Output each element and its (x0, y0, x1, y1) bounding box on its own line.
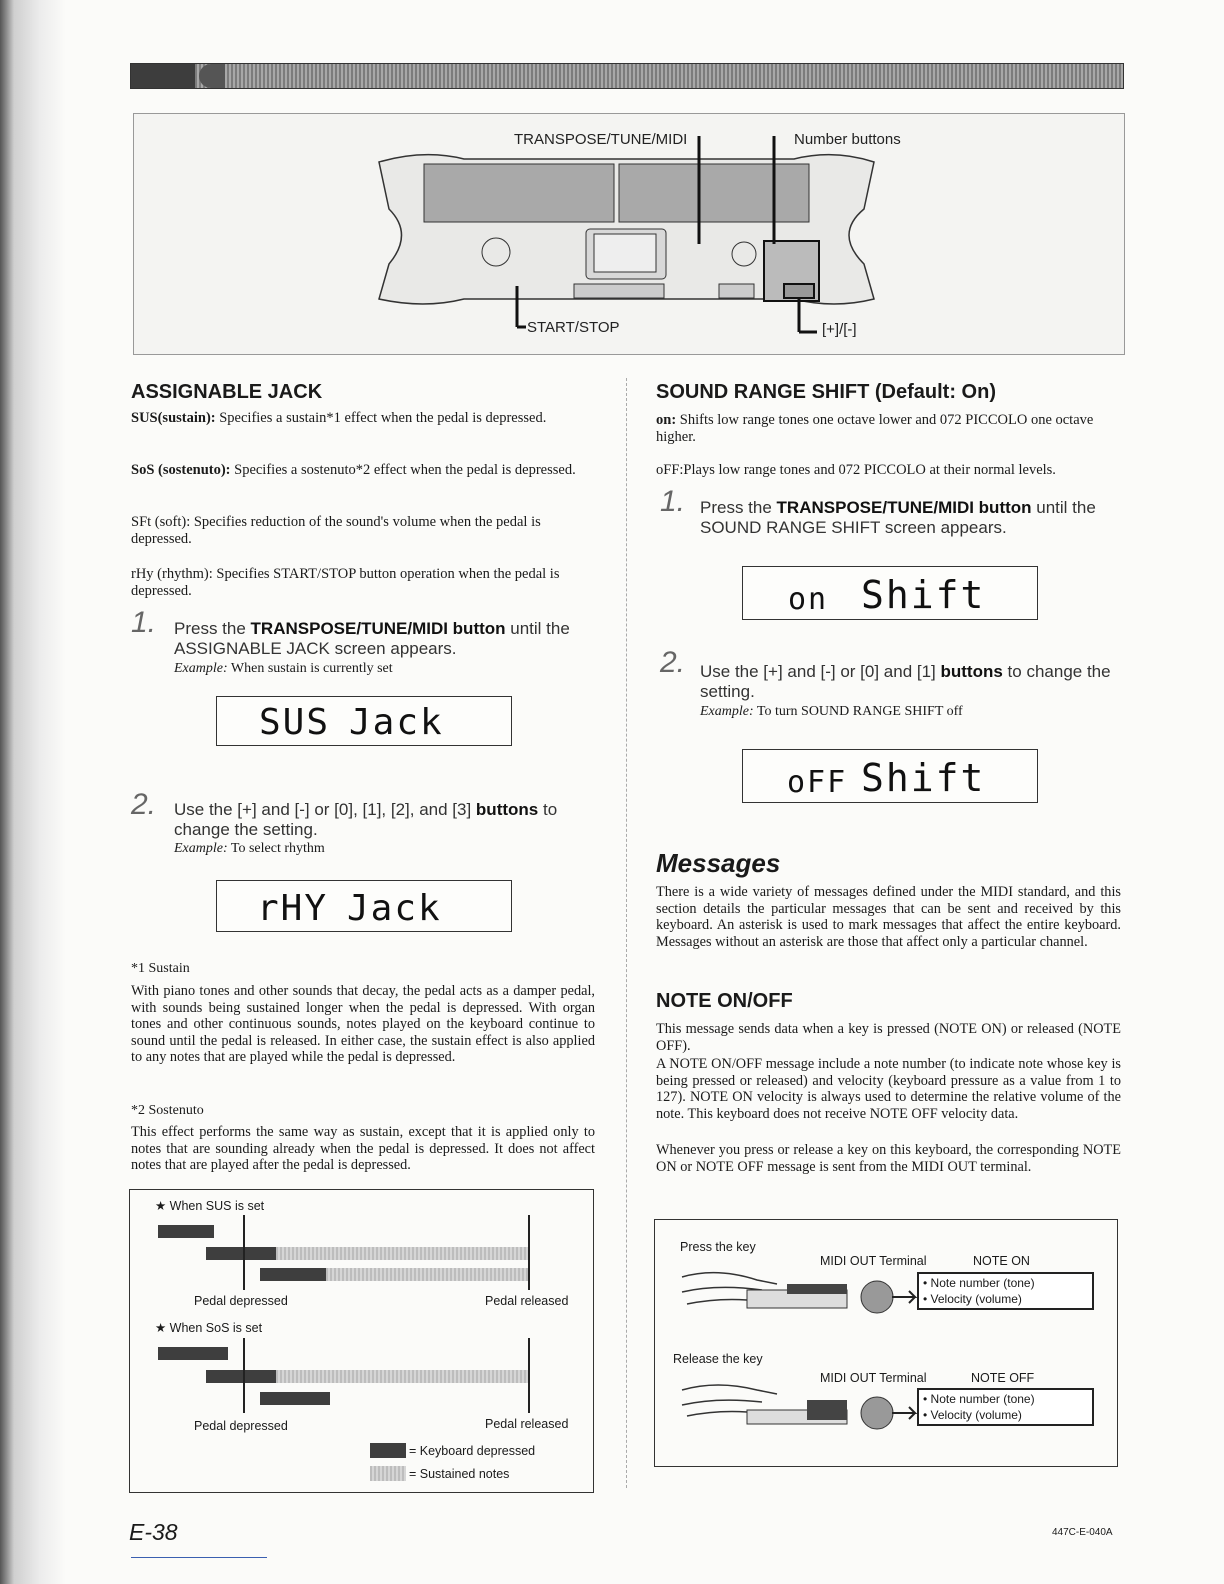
def-soft: SFt (soft): Specifies reduction of the sound's volume when the pedal is depressed. (131, 514, 541, 547)
sus-sustain3-bar (326, 1268, 528, 1281)
footnote2-title: *2 Sostenuto (131, 1103, 204, 1118)
sus-pedal-down-line (243, 1215, 245, 1290)
aj-step2-text: Use the [+] and [-] or [0], [1], [2], and [3] buttons to change the setting. (174, 800, 558, 839)
footnote1-title: *1 Sustain (131, 961, 190, 976)
sound-range-shift-title: SOUND RANGE SHIFT (Default: On) (656, 381, 996, 403)
def-off: oFF:Plays low range tones and 072 PICCOLO at their normal levels. (656, 462, 1056, 478)
footnote2-text: This effect performs the same way as sustain, except that it is applied only to notes that are sounding already when the pedal is depressed. It does not affect notes that are played after the pedal is depressed. (131, 1124, 595, 1174)
sus-key3-bar (260, 1268, 326, 1281)
aj-step1-number: 1. (131, 606, 157, 639)
note-onoff-title: NOTE ON/OFF (656, 990, 793, 1012)
scan-left-edge (0, 0, 66, 1584)
sos-sustain2-bar (276, 1370, 528, 1383)
note-onoff-p1: This message sends data when a key is pressed (NOTE ON) or released (NOTE OFF). (656, 1021, 1121, 1054)
document-code: 447C-E-040A (1052, 1527, 1113, 1538)
sos-key1-bar (158, 1347, 228, 1360)
midi-out-terminal-1: MIDI OUT Terminal (820, 1254, 927, 1268)
midi-note-diagram (654, 1219, 1118, 1467)
section-header-bar (130, 63, 1124, 89)
srs-step2-number: 2. (660, 646, 686, 679)
label-start-stop: START/STOP (527, 319, 620, 336)
page-number: E-38 (129, 1519, 178, 1545)
sus-pedal-up-line (528, 1215, 530, 1290)
sus-pedal-depressed: Pedal depressed (194, 1294, 288, 1308)
release-key-drawing (677, 1378, 927, 1438)
def-sostenuto: SoS (sostenuto): Specifies a sostenuto*2 effect when the pedal is depressed. (131, 462, 576, 478)
aj-step1-example: Example: When sustain is currently set (174, 661, 393, 676)
legend-sustained-swatch (370, 1466, 406, 1481)
sos-pedal-up-line (528, 1338, 530, 1413)
sus-key2-bar (206, 1247, 276, 1260)
sus-sustain2-bar (276, 1247, 528, 1260)
aj-step2-number: 2. (131, 788, 157, 821)
messages-text: There is a wide variety of messages defined under the MIDI standard, and this section details the particular messages that can be sent and received by this keyboard. An asterisk is used to mark messages that affect the entire keyboard. Messages without an asterisk are those that affect only a particular channel. (656, 884, 1121, 950)
label-transpose: TRANSPOSE/TUNE/MIDI (514, 131, 688, 148)
aj-step2-example: Example: To select rhythm (174, 841, 325, 856)
label-plus-minus: [+]/[-] (822, 321, 857, 338)
label-number-buttons: Number buttons (794, 131, 901, 148)
def-rhythm: rHy (rhythm): Specifies START/STOP button operation when the pedal is depressed. (131, 566, 560, 599)
srs-step1-text: Press the TRANSPOSE/TUNE/MIDI button until the SOUND RANGE SHIFT screen appears. (700, 498, 1096, 537)
srs-step2-text: Use the [+] and [-] or [0] and [1] buttons to change the setting. (700, 662, 1111, 701)
messages-title: Messages (656, 848, 781, 878)
legend-keyboard-label: = Keyboard depressed (409, 1444, 536, 1458)
lcd-rhy-jack: rHY Jack (216, 880, 512, 932)
note-on-info-box: • Note number (tone) • Velocity (volume) (917, 1272, 1094, 1310)
assignable-jack-title: ASSIGNABLE JACK (131, 381, 323, 403)
note-off-label: NOTE OFF (971, 1371, 1035, 1385)
footer-rule (131, 1557, 267, 1558)
sos-pedal-down-line (243, 1338, 245, 1413)
def-sustain: SUS(sustain): Specifies a sustain*1 effect when the pedal is depressed. (131, 410, 547, 426)
sos-key3-bar (260, 1392, 330, 1405)
release-key-label: Release the key (673, 1352, 763, 1366)
sus-pedal-released: Pedal released (485, 1294, 569, 1308)
lcd-on-shift: on Shift (742, 566, 1038, 620)
keyboard-panel-drawing (134, 114, 1124, 354)
midi-out-terminal-2: MIDI OUT Terminal (820, 1371, 927, 1385)
press-key-label: Press the key (680, 1240, 756, 1254)
keyboard-illustration (133, 113, 1125, 355)
sos-diagram-title: ★ When SoS is set (155, 1321, 263, 1335)
sos-pedal-released: Pedal released (485, 1417, 569, 1431)
footnote1-text: With piano tones and other sounds that decay, the pedal acts as a damper pedal, with sounds being sustained longer when the pedal is depressed. With organ tones and other continuous sounds, notes played on the keyboard continue to sound until the pedal is released. In either case, the sustain effect is also applied to any notes that are played while the pedal is depressed. (131, 983, 595, 1066)
column-divider (626, 378, 628, 1488)
aj-step1-text: Press the TRANSPOSE/TUNE/MIDI button until the ASSIGNABLE JACK screen appears. (174, 619, 570, 658)
press-key-drawing (677, 1262, 927, 1322)
sus-key1-bar (158, 1225, 214, 1238)
note-on-label: NOTE ON (973, 1254, 1030, 1268)
legend-sustained-label: = Sustained notes (409, 1467, 510, 1481)
def-on: on: Shifts low range tones one octave lower and 072 PICCOLO one octave higher. (656, 412, 1094, 445)
note-onoff-p2: A NOTE ON/OFF message include a note number (to indicate note whose key is being pressed or released) and velocity (keyboard pressure as a value from 1 to 127). NOTE ON velocity is always used to determine the relative volume of the note. This keyboard does not receive NOTE OFF velocity data. (656, 1056, 1121, 1122)
srs-step2-example: Example: To turn SOUND RANGE SHIFT off (700, 704, 963, 719)
sos-key2-bar (206, 1370, 276, 1383)
lcd-sus-jack: SUS Jack (216, 696, 512, 746)
note-off-info-box: • Note number (tone) • Velocity (volume) (917, 1388, 1094, 1426)
srs-step1-number: 1. (660, 485, 686, 518)
legend-keyboard-swatch (370, 1443, 406, 1458)
pedal-timing-diagram (129, 1189, 594, 1493)
sus-diagram-title: ★ When SUS is set (155, 1199, 265, 1213)
sos-pedal-depressed: Pedal depressed (194, 1419, 288, 1433)
note-onoff-p3: Whenever you press or release a key on this keyboard, the corresponding NOTE ON or NOTE OFF message is sent from the MIDI OUT terminal. (656, 1142, 1121, 1175)
lcd-off-shift: oFF Shift (742, 749, 1038, 803)
